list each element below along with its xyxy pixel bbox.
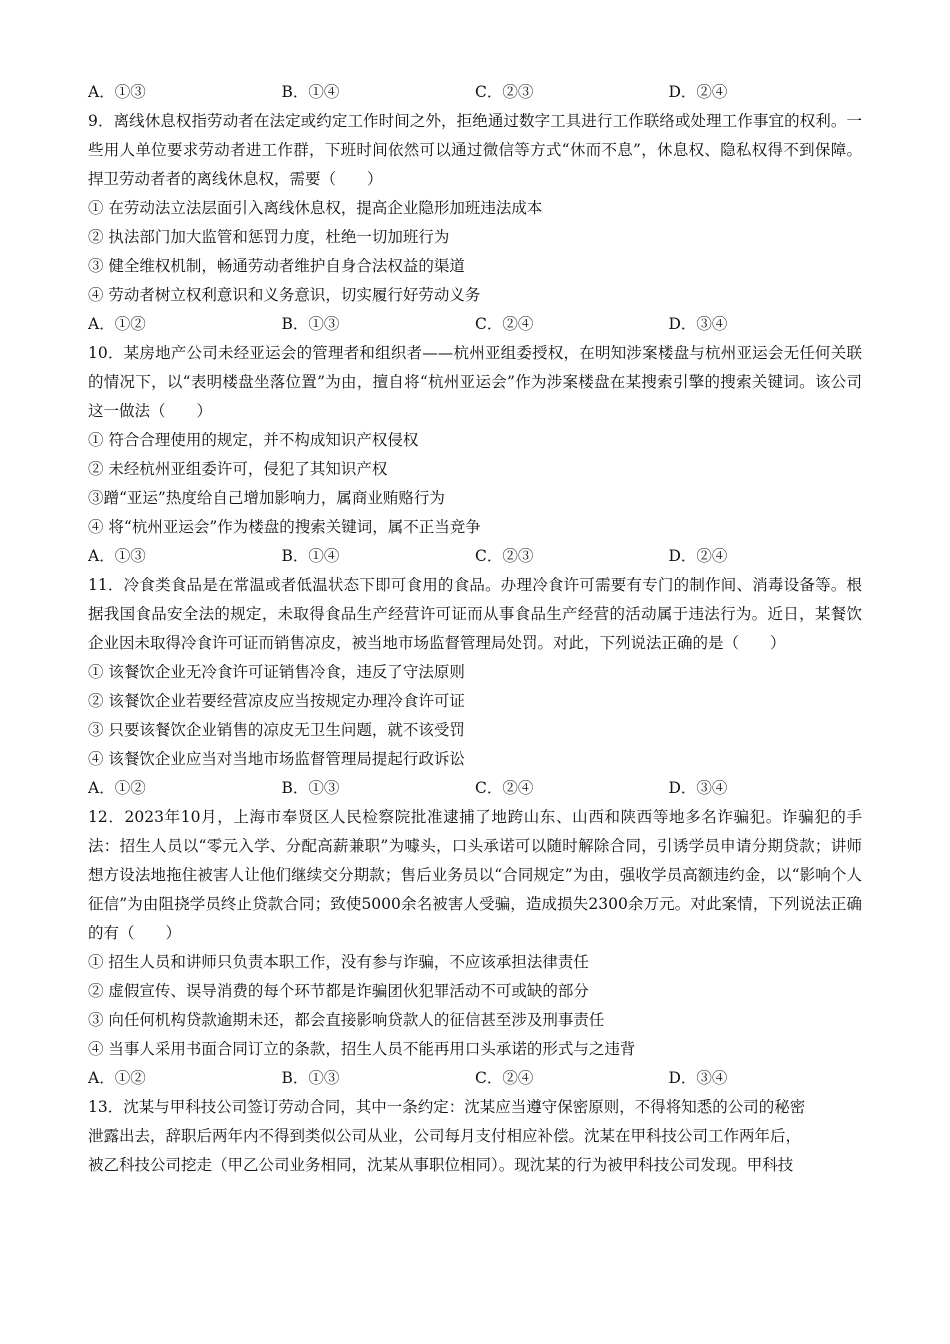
q13-line-1: 13．沈某与甲科技公司签订劳动合同，其中一条约定：沈某应当遵守保密原则，不得将知悉的公司的秘密 <box>88 1098 806 1116</box>
exam-page <box>88 78 862 1180</box>
q8-option-d: D．②④ <box>668 83 728 101</box>
q12-item-2: ② 虚假宣传、误导消费的每个环节都是诈骗团伙犯罪活动不可或缺的部分 <box>88 982 589 1000</box>
q9-stem: 9．离线休息权指劳动者在法定或约定工作时间之外，拒绝通过数字工具进行工作联络或处理工作事宜的权利。一些用人单位要求劳动者进工作群，下班时间依然可以通过微信等方式“休而不息”，休息权、隐私权得不到保障。捍卫劳动者者的离线休息权，需要（ ） <box>88 112 862 188</box>
q8-option-b: B．①④ <box>281 83 340 101</box>
q8-option-a: A．①③ <box>88 83 146 101</box>
q12-item-4: ④ 当事人采用书面合同订立的条款，招生人员不能再用口头承诺的形式与之违背 <box>88 1040 636 1058</box>
q10-option-b: B．①④ <box>281 547 340 565</box>
q10-option-c: C．②③ <box>475 547 534 565</box>
q12-options <box>88 1064 862 1093</box>
q12-item-3: ③ 向任何机构贷款逾期未还，都会直接影响贷款人的征信甚至涉及刑事责任 <box>88 1011 605 1029</box>
q11-options <box>88 774 862 803</box>
q12-option-c: C．②④ <box>475 1069 534 1087</box>
q11-stem: 11．冷食类食品是在常温或者低温状态下即可食用的食品。办理冷食许可需要有专门的制作间、消毒设备等。根据我国食品安全法的规定，未取得食品生产经营许可证而从事食品生产经营的活动属于违法行为。近日，某餐饮企业因未取得冷食许可证而销售凉皮，被当地市场监督管理局处罚。对此，下列说法正确的是（ ） <box>88 576 862 652</box>
question-11 <box>88 571 862 803</box>
q11-option-d: D．③④ <box>668 779 728 797</box>
q10-options <box>88 542 862 571</box>
question-12 <box>88 803 862 1093</box>
q10-option-d: D．②④ <box>668 547 728 565</box>
q13-line-2: 泄露出去，辞职后两年内不得到类似公司从业，公司每月支付相应补偿。沈某在甲科技公司工作两年后， <box>88 1127 802 1145</box>
q12-option-a: A．①② <box>88 1069 146 1087</box>
q9-item-4: ④ 劳动者树立权利意识和义务意识，切实履行好劳动义务 <box>88 286 481 304</box>
q9-option-c: C．②④ <box>475 315 534 333</box>
q9-item-1: ① 在劳动法立法层面引入离线休息权，提高企业隐形加班违法成本 <box>88 199 543 217</box>
q11-option-a: A．①② <box>88 779 146 797</box>
q13-line-3: 被乙科技公司挖走（甲乙公司业务相同，沈某从事职位相同）。现沈某的行为被甲科技公司发现。甲科技 <box>88 1156 794 1174</box>
q11-option-b: B．①③ <box>281 779 340 797</box>
q10-item-4: ④ 将“杭州亚运会”作为楼盘的搜索关键词，属不正当竞争 <box>88 518 481 536</box>
q12-item-1: ① 招生人员和讲师只负责本职工作，没有参与诈骗，不应该承担法律责任 <box>88 953 589 971</box>
q10-item-2: ② 未经杭州亚组委许可，侵犯了其知识产权 <box>88 460 388 478</box>
q9-item-3: ③ 健全维权机制，畅通劳动者维护自身合法权益的渠道 <box>88 257 465 275</box>
q9-option-a: A．①② <box>88 315 146 333</box>
q8-option-c: C．②③ <box>475 83 534 101</box>
q12-option-d: D．③④ <box>668 1069 728 1087</box>
q10-item-3: ③蹭“亚运”热度给自己增加影响力，属商业贿赂行为 <box>88 489 445 507</box>
q11-item-3: ③ 只要该餐饮企业销售的凉皮无卫生问题，就不该受罚 <box>88 721 465 739</box>
q11-item-2: ② 该餐饮企业若要经营凉皮应当按规定办理冷食许可证 <box>88 692 465 710</box>
q11-item-1: ① 该餐饮企业无冷食许可证销售冷食，违反了守法原则 <box>88 663 465 681</box>
q10-option-a: A．①③ <box>88 547 146 565</box>
question-10 <box>88 339 862 571</box>
q8-options <box>88 78 862 107</box>
q10-item-1: ① 符合合理使用的规定，并不构成知识产权侵权 <box>88 431 419 449</box>
q9-option-b: B．①③ <box>281 315 340 333</box>
q12-stem: 12．2023年10月，上海市奉贤区人民检察院批准逮捕了地跨山东、山西和陕西等地多名诈骗犯。诈骗犯的手法：招生人员以“零元入学、分配高薪兼职”为噱头，口头承诺可以随时解除合同，引诱学员申请分期贷款；讲师想方设法地拖住被害人让他们继续交分期款；售后业务员以“合同规定”为由，强收学员高额违约金，以“影响个人征信”为由阻挠学员终止贷款合同；致使5000余名被害人受骗，造成损失2300余万元。对此案情，下列说法正确的有（ ） <box>88 808 862 942</box>
q12-option-b: B．①③ <box>281 1069 340 1087</box>
question-9 <box>88 107 862 339</box>
q9-option-d: D．③④ <box>668 315 728 333</box>
question-13 <box>88 1093 862 1180</box>
q9-item-2: ② 执法部门加大监管和惩罚力度，杜绝一切加班行为 <box>88 228 450 246</box>
q11-option-c: C．②④ <box>475 779 534 797</box>
q9-options <box>88 310 862 339</box>
q10-stem: 10．某房地产公司未经亚运会的管理者和组织者——杭州亚组委授权，在明知涉案楼盘与杭州亚运会无任何关联的情况下，以“表明楼盘坐落位置”为由，擅自将“杭州亚运会”作为涉案楼盘在某搜索引擎的搜索关键词。该公司这一做法（ ） <box>88 344 862 420</box>
q11-item-4: ④ 该餐饮企业应当对当地市场监督管理局提起行政诉讼 <box>88 750 465 768</box>
